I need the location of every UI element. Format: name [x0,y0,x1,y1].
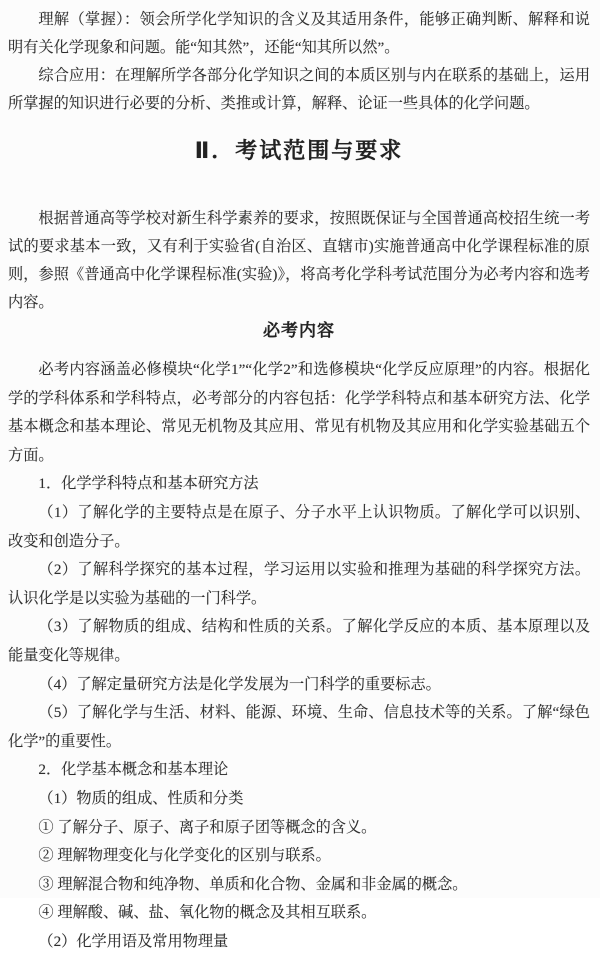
point-1-1: （1）了解化学的主要特点是在原子、分子水平上认识物质。了解化学可以识别、改变和创造分子。 [8,503,590,550]
point-2-1-4: ④ 理解酸、碱、盐、氧化物的概念及其相互联系。 [38,904,377,922]
para-understand-level: 理解（掌握）：领会所学化学知识的含义及其适用条件，能够正确判断、解释和说明有关化学现象和问题。能“知其然”，还能“知其所以然”。 [8,11,590,56]
subsection-2-2-title: （2）化学用语及常用物理量 [38,932,229,950]
section-ii-title: Ⅱ．考试范围与要求 [194,138,404,163]
point-1-5: （5）了解化学与生活、材料、能源、环境、生命、信息技术等的关系。了解“绿色化学”的重要性。 [8,704,590,750]
required-content-section [8,356,590,956]
point-1-2: （2）了解科学探究的基本过程，学习运用以实验和推理为基础的科学探究方法。认识化学是以实验为基础的一门科学。 [8,561,590,607]
para-scope-basis: 根据普通高等学校对新生科学素养的要求，按照既保证与全国普通高校招生统一考试的要求基本一致，又有利于实验省(自治区、直辖市)实施普通高中化学课程标准的原则，参照《普通高中化学课程标准(实验)》，将高考化学科考试范围分为必考内容和选考内容。 [8,210,590,311]
point-2-1-2: ② 理解物理变化与化学变化的区别与联系。 [38,847,331,865]
point-2-1-3: ③ 理解混合物和纯净物、单质和化合物、金属和非金属的概念。 [38,875,468,893]
point-1-3: （3）了解物质的组成、结构和性质的关系。了解化学反应的本质、基本原理以及能量变化等规律。 [8,618,590,664]
point-2-1-1: ① 了解分子、原子、离子和原子团等概念的含义。 [38,818,377,836]
section-2-title: 2．化学基本概念和基本理论 [38,761,229,779]
section-1-title: 1．化学学科特点和基本研究方法 [38,475,259,493]
para-comprehensive-application: 综合应用：在理解所学各部分化学知识之间的本质区别与内在联系的基础上，运用所掌握的知识进行必要的分析、类推或计算，解释、论证一些具体的化学问题。 [8,67,590,112]
para-required-content-overview: 必考内容涵盖必修模块“化学1”“化学2”和选修模块“化学反应原理”的内容。根据化学的学科体系和学科特点，必考部分的内容包括：化学学科特点和基本研究方法、化学基本概念和基本理论、常见无机物及其应用、常见有机物及其应用和化学实验基础五个方面。 [8,361,590,464]
heading-required-content: 必考内容 [263,321,335,340]
subsection-2-1-title: （1）物质的组成、性质和分类 [38,789,244,807]
point-1-4: （4）了解定量研究方法是化学发展为一门科学的重要标志。 [38,675,441,693]
